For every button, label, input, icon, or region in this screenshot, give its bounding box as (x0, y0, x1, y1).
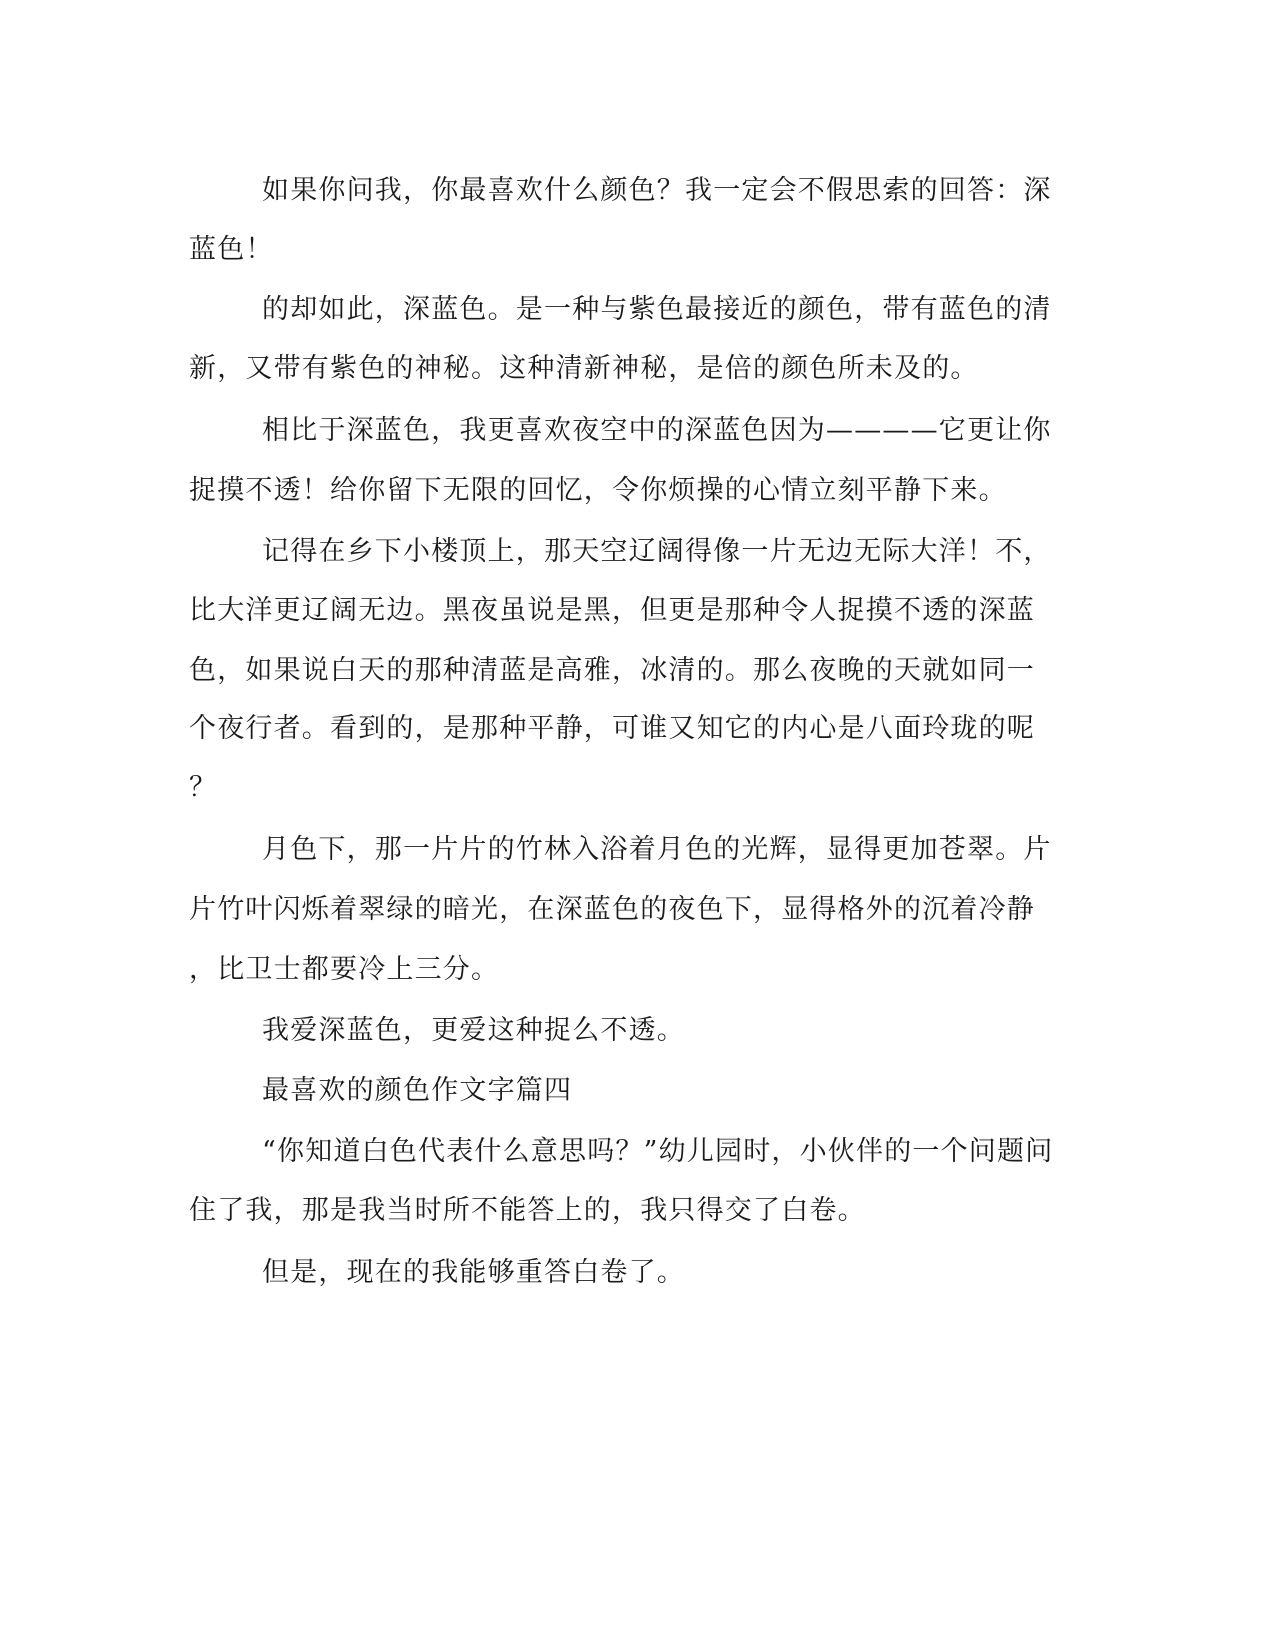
text-line: 月色下，那一片片的竹林入浴着月色的光辉，显得更加苍翠。片 (262, 834, 1052, 865)
text-line: 记得在乡下小楼顶上，那天空辽阔得像一片无边无际大洋！不， (262, 536, 1052, 567)
text-line: 捉摸不透！给你留下无限的回忆，令你烦操的心情立刻平静下来。 (189, 475, 1007, 506)
text-line: 新，又带有紫色的神秘。这种清新神秘，是倍的颜色所未及的。 (189, 353, 979, 384)
text-line: 如果你问我，你最喜欢什么颜色？我一定会不假思索的回答：深 (262, 175, 1052, 206)
text-line: 比大洋更辽阔无边。黑夜虽说是黑，但更是那种令人捉摸不透的深蓝 (189, 595, 1035, 626)
text-line: 的却如此，深蓝色。是一种与紫色最接近的颜色，带有蓝色的清 (262, 294, 1052, 325)
text-line: 但是，现在的我能够重答白卷了。 (262, 1257, 685, 1288)
text-line: “你知道白色代表什么意思吗？”幼儿园时，小伙伴的一个问题问 (262, 1136, 1054, 1167)
text-line: 住了我，那是我当时所不能答上的，我只得交了白卷。 (189, 1195, 866, 1226)
text-line: 片竹叶闪烁着翠绿的暗光，在深蓝色的夜色下，显得格外的沉着冷静 (189, 894, 1035, 925)
text-line: 蓝色！ (189, 234, 274, 265)
text-line: 我爱深蓝色，更爱这种捉么不透。 (262, 1015, 685, 1046)
text-line: ？ (189, 772, 218, 803)
text-line: ，比卫士都要冷上三分。 (189, 954, 500, 985)
text-line: 色，如果说白天的那种清蓝是高雅，冰清的。那么夜晚的天就如同一 (189, 655, 1035, 686)
text-line: 相比于深蓝色，我更喜欢夜空中的深蓝色因为————它更让你 (262, 415, 1052, 446)
section-heading: 最喜欢的颜色作文字篇四 (262, 1075, 573, 1106)
text-line: 个夜行者。看到的，是那种平静，可谁又知它的内心是八面玲珑的呢 (189, 713, 1035, 744)
